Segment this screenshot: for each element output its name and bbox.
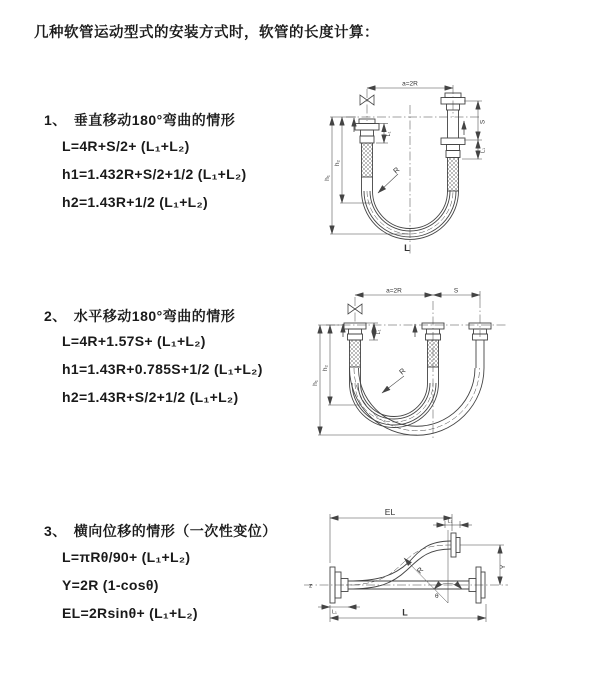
d2-label-h2: h₂ — [322, 364, 329, 372]
section-1-formula-h2: h2=1.43R+1/2 (L₁+L₂) — [62, 194, 209, 210]
hose-s-curve-displaced — [346, 541, 451, 589]
section-1-heading — [44, 110, 235, 130]
section-2-formula-h1: h1=1.43R+0.785S+1/2 (L₁+L₂) — [62, 361, 263, 377]
diagram-vertical-180-bend — [310, 75, 595, 260]
left-flange-fitting — [355, 119, 379, 191]
d3-label-el: EL — [384, 507, 396, 517]
d1-label-a2r: a=2R — [402, 80, 418, 88]
d3-label-l1-left: L₁ — [332, 609, 337, 616]
construction-lines — [404, 530, 462, 603]
d2-label-a2r: a=2R — [386, 287, 402, 295]
d1-label-r: R — [391, 165, 402, 176]
page-title: 几种软管运动型式的安装方式时，软管的长度计算： — [34, 25, 379, 41]
d1-label-l1-left: L₁ — [386, 131, 392, 137]
section-3-heading — [44, 521, 277, 541]
d1-label-s: S — [479, 119, 487, 125]
d1-label-l: L — [404, 243, 410, 254]
d2-label-h1: h₁ — [312, 380, 319, 386]
d2-label-s: S — [453, 287, 459, 295]
diagram-lateral-displacement — [298, 500, 600, 652]
section-3-formula-l: L=πRθ/90+ (L₁+L₂) — [62, 549, 191, 565]
section-2-formula-l: L=4R+1.57S+ (L₁+L₂) — [62, 333, 206, 349]
left-flange-fitting — [344, 323, 366, 383]
upper-flange-fitting — [451, 533, 460, 557]
section-2-formula-h2: h2=1.43R+S/2+1/2 (L₁+L₂) — [62, 389, 239, 405]
section-3-formula-el: EL=2Rsinθ+ (L₁+L₂) — [62, 605, 198, 621]
section-1-formula-h1: h1=1.432R+S/2+1/2 (L₁+L₂) — [62, 166, 247, 182]
hose-u-bend-moved — [350, 368, 485, 435]
section-2-number: 2、 — [44, 308, 67, 324]
section-3-title: 横向位移的情形（一次性变位） — [73, 523, 277, 539]
section-3-number: 3、 — [44, 523, 67, 539]
centerline-break-mark: z — [309, 582, 313, 590]
d1-label-h2: h₂ — [334, 159, 341, 167]
d3-label-r: R — [414, 565, 426, 576]
dimension-lines — [318, 291, 480, 435]
d1-label-h1: h₁ — [324, 175, 331, 181]
d3-label-l1-top: L₁ — [447, 518, 453, 525]
section-1-number: 1、 — [44, 112, 67, 128]
d1-label-l1-right: L₁ — [480, 148, 487, 153]
moved-flange-fitting — [469, 323, 491, 368]
d2-label-l1: L₁ — [376, 329, 382, 335]
d3-label-theta: θ — [435, 593, 439, 600]
d2-label-r: R — [397, 366, 408, 377]
section-2-title: 水平移动180°弯曲的情形 — [73, 308, 236, 324]
d3-label-y: Y — [500, 564, 507, 570]
diagram-horizontal-180-bend — [306, 283, 598, 461]
d3-label-l: L — [402, 607, 408, 618]
centerlines — [326, 297, 506, 438]
section-3-formula-y: Y=2R (1-cosθ) — [62, 577, 159, 593]
section-1-title: 垂直移动180°弯曲的情形 — [73, 112, 236, 128]
section-2-heading — [44, 306, 235, 326]
section-1-formula-l: L=4R+S/2+ (L₁+L₂) — [62, 138, 190, 154]
